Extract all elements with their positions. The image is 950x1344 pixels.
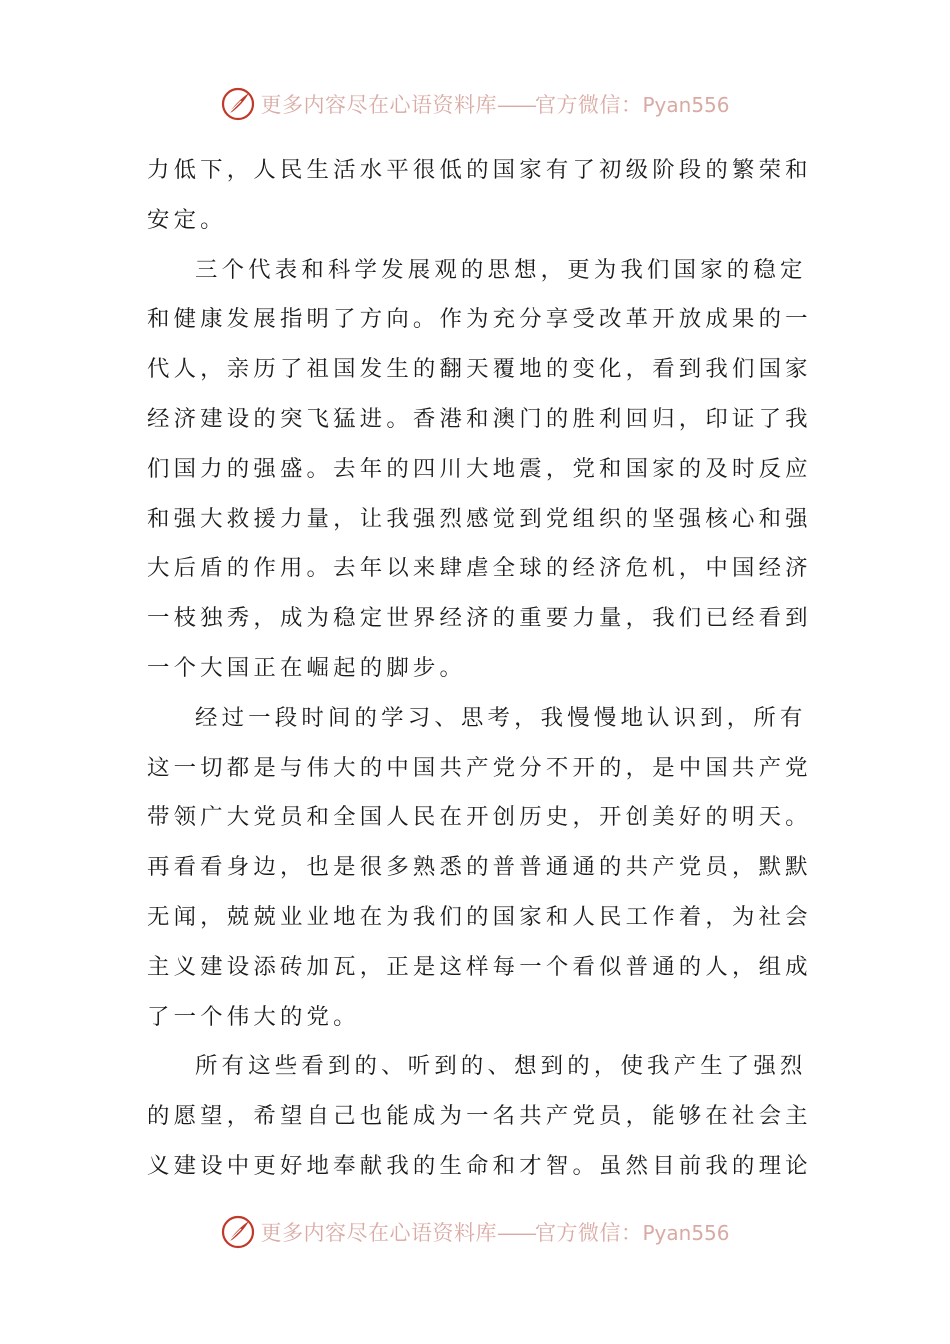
banner-wechat-id: Pyan556 <box>642 93 730 117</box>
text-line: 和强大救援力量，让我强烈感觉到党组织的坚强核心和强 <box>147 505 812 532</box>
text-line: 这一切都是与伟大的中国共产党分不开的，是中国共产党 <box>147 754 812 781</box>
header-banner <box>0 82 950 126</box>
banner-prefix: 更多内容尽在心语资料库 <box>260 1221 497 1245</box>
text-line: 一个大国正在崛起的脚步。 <box>147 654 467 681</box>
text-line: 们国力的强盛。去年的四川大地震，党和国家的及时反应 <box>147 455 812 482</box>
text-line: 无闻，兢兢业业地在为我们的国家和人民工作着，为社会 <box>147 903 812 930</box>
text-line: 主义建设添砖加瓦，正是这样每一个看似普通的人，组成 <box>147 953 812 980</box>
banner-text <box>260 89 729 119</box>
text-line: 和健康发展指明了方向。作为充分享受改革开放成果的一 <box>147 306 812 333</box>
text-line: 代人，亲历了祖国发生的翻天覆地的变化，看到我们国家 <box>147 356 812 383</box>
text-line: 所有这些看到的、听到的、想到的，使我产生了强烈 <box>195 1053 807 1080</box>
text-line: 大后盾的作用。去年以来肆虐全球的经济危机，中国经济 <box>147 555 812 582</box>
feather-pen-circle-icon <box>220 86 256 122</box>
text-line: 带领广大党员和全国人民在开创历史，开创美好的明天。 <box>147 804 812 831</box>
paragraph <box>147 246 812 694</box>
text-line: 三个代表和科学发展观的思想，更为我们国家的稳定 <box>195 256 807 283</box>
text-line: 经济建设的突飞猛进。香港和澳门的胜利回归，印证了我 <box>147 405 812 432</box>
text-line: 力低下，人民生活水平很低的国家有了初级阶段的繁荣和 <box>147 157 812 183</box>
paragraph <box>147 694 812 1043</box>
paragraph <box>147 1042 812 1191</box>
text-line: 了一个伟大的党。 <box>147 1003 360 1030</box>
banner-separator: —— <box>496 93 535 117</box>
paragraph <box>147 146 812 246</box>
banner-text <box>260 1217 729 1247</box>
banner-wechat-id: Pyan556 <box>642 1221 730 1245</box>
text-line: 安定。 <box>147 206 227 233</box>
banner-suffix: 官方微信： <box>534 1221 643 1245</box>
banner-prefix: 更多内容尽在心语资料库 <box>260 93 497 117</box>
text-line: 再看看身边，也是很多熟悉的普普通通的共产党员，默默 <box>147 854 812 881</box>
feather-pen-circle-icon <box>220 1214 256 1250</box>
document-body <box>147 146 812 1192</box>
footer-banner <box>0 1210 950 1254</box>
banner-suffix: 官方微信： <box>534 93 643 117</box>
text-line: 的愿望，希望自己也能成为一名共产党员，能够在社会主 <box>147 1103 812 1130</box>
text-line: 一枝独秀，成为稳定世界经济的重要力量，我们已经看到 <box>147 605 812 632</box>
text-line: 经过一段时间的学习、思考，我慢慢地认识到，所有 <box>195 704 807 731</box>
text-line: 义建设中更好地奉献我的生命和才智。虽然目前我的理论 <box>147 1152 812 1179</box>
banner-separator: —— <box>496 1221 535 1245</box>
